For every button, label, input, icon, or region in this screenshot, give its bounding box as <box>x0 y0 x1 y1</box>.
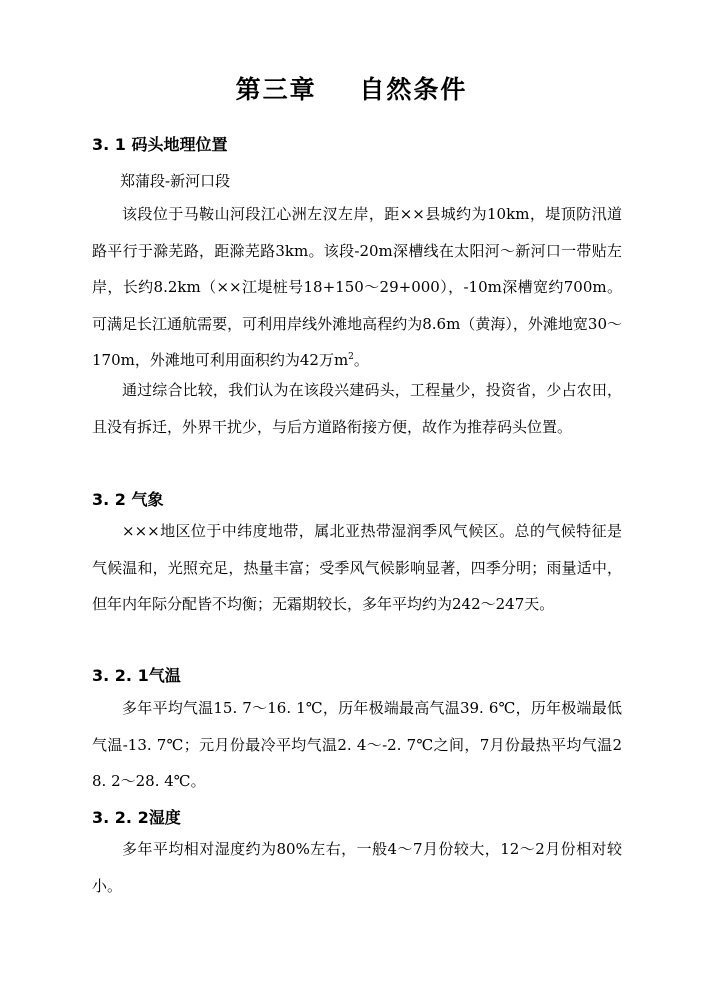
paragraph-location-end: 。 <box>353 351 369 369</box>
chapter-title: 第三章 自然条件 <box>235 75 468 104</box>
paragraph-climate: ×××地区位于中纬度地带，属北亚热带湿润季风气候区。总的气候特征是气候温和，光照充足，热量丰富；受季风气候影响显著，四季分明；雨量适中，但年内年际分配皆不均衡；无霜期较长，多年平均约为242～247天。 <box>92 522 622 613</box>
paragraph-humidity: 多年平均相对湿度约为80%左右，一般4～7月份较大，12～2月份相对较小。 <box>92 840 622 895</box>
superscript-square: 2 <box>348 352 354 362</box>
section-heading-3-2: 3. 2 气象 <box>92 490 164 509</box>
section-heading-3-2-2: 3. 2. 2湿度 <box>92 808 181 827</box>
section-heading-3-2-1: 3. 2. 1气温 <box>92 666 181 685</box>
paragraph-temperature: 多年平均气温15. 7～16. 1℃，历年极端最高气温39. 6℃，历年极端最低气温-13. 7℃；元月份最冷平均气温2. 4～-2. 7℃之间，7月份最热平均气温28. 2～28. 4℃。 <box>92 699 622 790</box>
paragraph-recommendation: 通过综合比较，我们认为在该段兴建码头，工程量少，投资省，少占农田，且没有拆迁，外界干扰少，与后方道路衔接方便，故作为推荐码头位置。 <box>92 381 622 436</box>
paragraph-location-text: 该段位于马鞍山河段江心洲左汊左岸，距××县城约为10km，堤顶防汛道路平行于滁芜路，距滁芜路3km。该段-20m深槽线在太阳河～新河口一带贴左岸，长约8.2km（××江堤桩号18+150～29+000），-10m深槽宽约700m。可满足长江通航需要，可利用岸线外滩地高程约为8.6m（黄海），外滩地宽30～170m，外滩地可利用面积约为42万m <box>92 205 622 369</box>
paragraph-location <box>92 196 622 379</box>
section-subheading-segment: 郑蒲段-新河口段 <box>120 172 231 190</box>
section-heading-3-1: 3. 1 码头地理位置 <box>92 135 228 154</box>
